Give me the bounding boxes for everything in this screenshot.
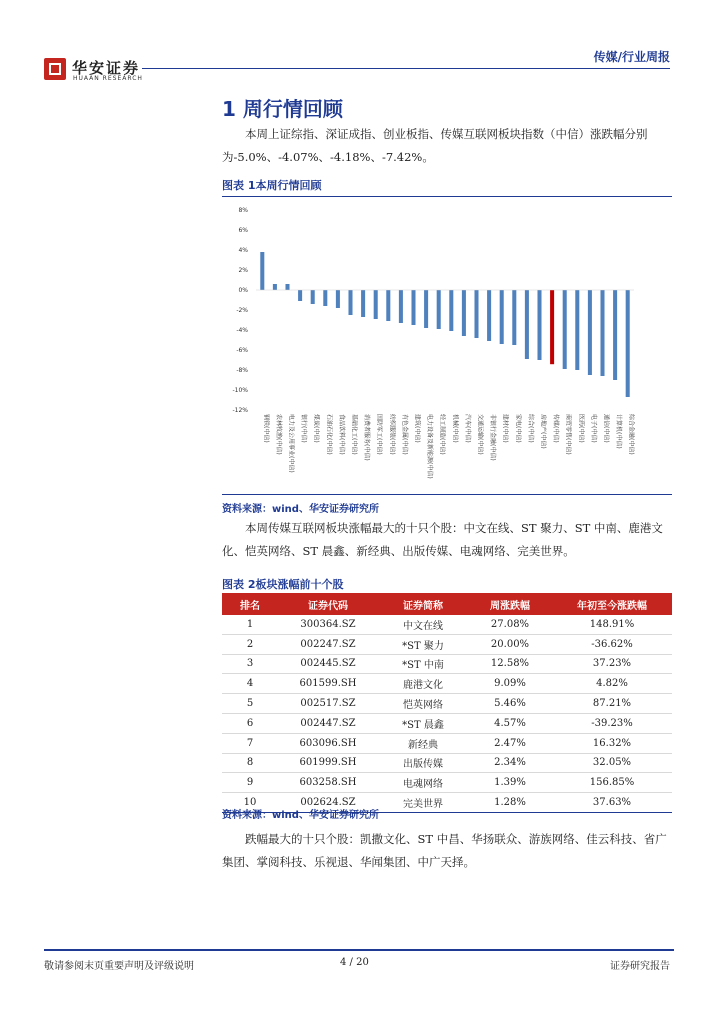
x-tick-label: 农林牧渔(中信) bbox=[274, 414, 282, 455]
x-tick-label: 医药(中信) bbox=[577, 414, 585, 443]
table-row bbox=[222, 654, 672, 674]
y-tick-label: -12% bbox=[232, 407, 248, 414]
x-tick-label: 家电(中信) bbox=[514, 414, 522, 443]
cell-weekly-change: 1.39% bbox=[468, 773, 552, 793]
cell-rank: 4 bbox=[222, 674, 278, 694]
bar bbox=[500, 290, 504, 344]
bar bbox=[588, 290, 592, 375]
table-row bbox=[222, 713, 672, 733]
cell-ytd-change: 87.21% bbox=[552, 694, 672, 714]
bar-highlight bbox=[550, 290, 554, 364]
cell-name: 出版传媒 bbox=[378, 753, 468, 773]
figure1-source: 资料来源：wind、华安证券研究所 bbox=[222, 504, 379, 515]
x-tick-label: 传媒(中信) bbox=[552, 414, 560, 443]
bar bbox=[537, 290, 541, 360]
footer-report-type: 证券研究报告 bbox=[610, 961, 670, 972]
bar bbox=[437, 290, 441, 329]
cell-name: 新经典 bbox=[378, 733, 468, 753]
bar bbox=[311, 290, 315, 304]
x-tick-label: 食品饮料(中信) bbox=[337, 414, 345, 455]
page-number: 4 / 20 bbox=[340, 957, 369, 968]
cell-weekly-change: 27.08% bbox=[468, 615, 552, 634]
cell-code: 002447.SZ bbox=[278, 713, 378, 733]
cell-name: 恺英网络 bbox=[378, 694, 468, 714]
x-tick-label: 综合金融(中信) bbox=[627, 414, 635, 455]
figure1-title: 图表 1本周行情回顾 bbox=[222, 179, 322, 192]
header-title: 传媒/行业周报 bbox=[593, 50, 670, 64]
x-tick-label: 国防军工(中信) bbox=[375, 414, 383, 455]
y-tick-label: 4% bbox=[238, 247, 248, 254]
bar bbox=[273, 284, 277, 290]
cell-code: 002445.SZ bbox=[278, 654, 378, 674]
cell-rank: 10 bbox=[222, 793, 278, 813]
bar bbox=[399, 290, 403, 323]
cell-ytd-change: 156.85% bbox=[552, 773, 672, 793]
cell-weekly-change: 9.09% bbox=[468, 674, 552, 694]
footer-disclaimer: 敬请参阅末页重要声明及评级说明 bbox=[44, 961, 194, 972]
cell-rank: 3 bbox=[222, 654, 278, 674]
footer-divider bbox=[44, 949, 674, 951]
bar bbox=[487, 290, 491, 341]
top-gainers-table bbox=[222, 593, 672, 813]
bar bbox=[575, 290, 579, 370]
bar bbox=[563, 290, 567, 369]
x-tick-label: 电力及公用事业(中信) bbox=[287, 414, 295, 473]
bar bbox=[474, 290, 478, 338]
x-tick-label: 汽车(中信) bbox=[463, 414, 471, 443]
y-tick-label: 0% bbox=[238, 287, 248, 294]
x-tick-label: 电力设备及新能源(中信) bbox=[426, 414, 434, 479]
cell-code: 603096.SH bbox=[278, 733, 378, 753]
bar bbox=[613, 290, 617, 380]
cell-ytd-change: 32.05% bbox=[552, 753, 672, 773]
logo-text-cn: 华安证券 bbox=[72, 59, 141, 77]
x-tick-label: 综合(中信) bbox=[526, 414, 534, 443]
cell-ytd-change: 4.82% bbox=[552, 674, 672, 694]
cell-name: 电魂网络 bbox=[378, 773, 468, 793]
weekly-performance-chart bbox=[222, 200, 672, 492]
table-row bbox=[222, 753, 672, 773]
figure1-bottom-rule bbox=[222, 494, 672, 495]
cell-code: 601599.SH bbox=[278, 674, 378, 694]
cell-ytd-change: -36.62% bbox=[552, 634, 672, 654]
cell-weekly-change: 20.00% bbox=[468, 634, 552, 654]
logo-icon bbox=[44, 58, 66, 80]
cell-code: 300364.SZ bbox=[278, 615, 378, 634]
logo-text-en: HUAAN RESEARCH bbox=[73, 75, 143, 82]
y-tick-label: -4% bbox=[236, 327, 248, 334]
x-tick-label: 建筑(中信) bbox=[413, 414, 421, 443]
y-tick-label: -8% bbox=[236, 367, 248, 374]
y-tick-label: -10% bbox=[232, 387, 248, 394]
x-tick-label: 房地产(中信) bbox=[539, 414, 547, 449]
cell-ytd-change: 16.32% bbox=[552, 733, 672, 753]
bar bbox=[361, 290, 365, 317]
bar bbox=[449, 290, 453, 331]
table-row bbox=[222, 694, 672, 714]
table-header-row bbox=[222, 593, 672, 615]
top-gainers-paragraph: 本周传媒互联网板块涨幅最大的十只个股：中文在线、ST 聚力、ST 中南、鹿港文化、恺英网络、ST 晨鑫、新经典、出版传媒、电魂网络、完美世界。 bbox=[222, 521, 663, 558]
figure2-title: 图表 2板块涨幅前十个股 bbox=[222, 578, 344, 591]
bar bbox=[374, 290, 378, 319]
cell-rank: 5 bbox=[222, 694, 278, 714]
cell-ytd-change: 37.23% bbox=[552, 654, 672, 674]
x-tick-label: 商贸零售(中信) bbox=[564, 414, 572, 455]
section-title: 1 周行情回顾 bbox=[222, 97, 343, 121]
x-tick-label: 非银行金融(中信) bbox=[489, 414, 497, 461]
x-tick-label: 通信(中信) bbox=[602, 414, 610, 443]
top-losers-paragraph: 跌幅最大的十只个股：凯撒文化、ST 中昌、华扬联众、游族网络、佳云科技、省广集团、掌阅科技、乐视退、华闻集团、中广天择。 bbox=[222, 832, 667, 869]
bar bbox=[260, 252, 264, 290]
bar bbox=[336, 290, 340, 308]
x-tick-label: 银行(中信) bbox=[300, 414, 308, 443]
x-tick-label: 机械(中信) bbox=[451, 414, 459, 443]
table-row bbox=[222, 773, 672, 793]
bar bbox=[525, 290, 529, 359]
header-name: 证券简称 bbox=[378, 593, 468, 615]
cell-name: *ST 中南 bbox=[378, 654, 468, 674]
intro-paragraph: 本周上证综指、深证成指、创业板指、传媒互联网板块指数（中信）涨跌幅分别为-5.0%、-4.07%、-4.18%、-7.42%。 bbox=[222, 127, 648, 164]
bar bbox=[600, 290, 604, 376]
x-tick-label: 煤炭(中信) bbox=[312, 414, 320, 443]
x-tick-label: 轻工制造(中信) bbox=[438, 414, 446, 455]
cell-ytd-change: -39.23% bbox=[552, 713, 672, 733]
bar bbox=[285, 284, 289, 290]
bar bbox=[386, 290, 390, 321]
figure2-source: 资料来源：wind、华安证券研究所 bbox=[222, 810, 379, 821]
cell-code: 002624.SZ bbox=[278, 793, 378, 813]
cell-code: 603258.SH bbox=[278, 773, 378, 793]
cell-ytd-change: 148.91% bbox=[552, 615, 672, 634]
header-divider bbox=[142, 68, 670, 69]
y-tick-label: -2% bbox=[236, 307, 248, 314]
y-tick-label: 8% bbox=[238, 207, 248, 214]
cell-weekly-change: 12.58% bbox=[468, 654, 552, 674]
x-tick-label: 有色金属(中信) bbox=[400, 414, 408, 455]
cell-weekly-change: 4.57% bbox=[468, 713, 552, 733]
bar bbox=[348, 290, 352, 315]
bar bbox=[298, 290, 302, 301]
bar bbox=[626, 290, 630, 397]
x-tick-label: 基础化工(中信) bbox=[350, 414, 358, 455]
header-code: 证券代码 bbox=[278, 593, 378, 615]
cell-code: 002247.SZ bbox=[278, 634, 378, 654]
x-tick-label: 电子(中信) bbox=[589, 414, 597, 443]
y-tick-label: 6% bbox=[238, 227, 248, 234]
cell-name: 中文在线 bbox=[378, 615, 468, 634]
cell-weekly-change: 5.46% bbox=[468, 694, 552, 714]
cell-rank: 9 bbox=[222, 773, 278, 793]
table-row bbox=[222, 615, 672, 634]
cell-rank: 2 bbox=[222, 634, 278, 654]
cell-code: 601999.SH bbox=[278, 753, 378, 773]
table-row bbox=[222, 674, 672, 694]
cell-rank: 6 bbox=[222, 713, 278, 733]
header-weekly-change: 周涨跌幅 bbox=[468, 593, 552, 615]
bar bbox=[323, 290, 327, 306]
bar bbox=[411, 290, 415, 325]
header-ytd-change: 年初至今涨跌幅 bbox=[552, 593, 672, 615]
cell-name: 完美世界 bbox=[378, 793, 468, 813]
table-row bbox=[222, 634, 672, 654]
table-row bbox=[222, 733, 672, 753]
y-tick-label: -6% bbox=[236, 347, 248, 354]
x-tick-label: 纺织服装(中信) bbox=[388, 414, 396, 455]
cell-name: 鹿港文化 bbox=[378, 674, 468, 694]
y-tick-label: 2% bbox=[238, 267, 248, 274]
cell-weekly-change: 1.28% bbox=[468, 793, 552, 813]
cell-name: *ST 晨鑫 bbox=[378, 713, 468, 733]
x-tick-label: 石油石化(中信) bbox=[325, 414, 333, 455]
bar bbox=[424, 290, 428, 328]
cell-ytd-change: 37.63% bbox=[552, 793, 672, 813]
x-tick-label: 计算机(中信) bbox=[615, 414, 623, 449]
cell-weekly-change: 2.47% bbox=[468, 733, 552, 753]
figure1-top-rule bbox=[222, 196, 672, 197]
bar bbox=[512, 290, 516, 345]
x-tick-label: 钢铁(中信) bbox=[262, 414, 270, 443]
cell-weekly-change: 2.34% bbox=[468, 753, 552, 773]
cell-rank: 8 bbox=[222, 753, 278, 773]
x-tick-label: 消费者服务(中信) bbox=[363, 414, 371, 461]
x-tick-label: 交通运输(中信) bbox=[476, 414, 484, 455]
x-tick-label: 建材(中信) bbox=[501, 414, 509, 443]
cell-code: 002517.SZ bbox=[278, 694, 378, 714]
cell-name: *ST 聚力 bbox=[378, 634, 468, 654]
bar bbox=[462, 290, 466, 336]
cell-rank: 1 bbox=[222, 615, 278, 634]
header-rank: 排名 bbox=[222, 593, 278, 615]
cell-rank: 7 bbox=[222, 733, 278, 753]
